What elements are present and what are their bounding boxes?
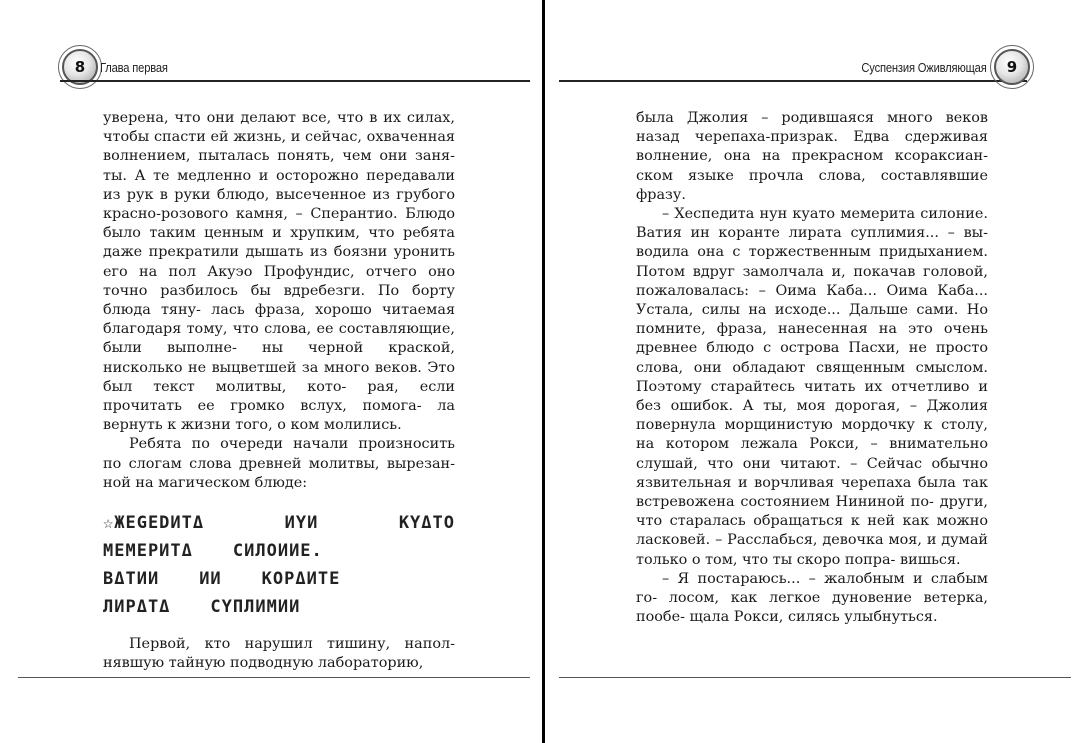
- running-head-chapter: Глава первая: [100, 60, 168, 75]
- running-head-section: Суспензия Оживляющая: [861, 60, 987, 75]
- left-page: [0, 0, 542, 743]
- footer-rule: [559, 677, 1071, 678]
- paragraph: Первой, кто нарушил тишину, напол- нявшую тайную подводную лабораторию,: [103, 636, 455, 672]
- inscription-line: ΒΔTИИ ИИ KOΡΔИTE: [103, 569, 341, 590]
- right-body-text: [636, 109, 988, 627]
- right-page: [545, 0, 1087, 743]
- footer-rule: [18, 677, 530, 678]
- header-rule: [60, 80, 530, 82]
- inscription-line: ЛИΡΔTΔ CYΠЛИMИИ: [103, 597, 301, 618]
- left-body-text: [103, 109, 455, 673]
- paragraph: уверена, что они делают все, что в их силах, чтобы спасти ей жизнь, и сейчас, охваченная волнением, пыталась понять, чем они заня- ты. А те медленно и осторожно передавали из рук в руки блюдо, высеченное из грубого красно-розового камня, – Сперантио. Блюдо было таким ценным и хрупким, что ребята даже прекратили дышать из боязни уронить его на пол Акуэо Профундис, отчего оно точно разбилось бы вдребезги. По борту блюда тяну- лась фраза, хорошо читаемая благодаря тому, что слова, ее составляющие, были выполне- ны черной краской, нисколько не выцветшей за много веков. Это был текст молитвы, кото- рая, если прочитать ее громко вслух, помога- ла вернуть к жизни того, о ком молились.: [103, 110, 456, 434]
- paragraph: была Джолия – родившаяся много веков назад черепаха-призрак. Едва сдерживая волнение, она на прекрасном ксораксиан- ском языке прочла слова, составлявшие фразу.: [636, 110, 988, 203]
- paragraph: – Я постараюсь... – жалобным и слабым го- лосом, как легкое дуновение ветерка, пообе- щала Рокси, силясь улыбнуться.: [636, 570, 989, 626]
- page-number: 9: [994, 49, 1030, 85]
- inscription-line: MEMEΡИTΔ CИЛOИИE.: [103, 541, 323, 562]
- header-rule: [559, 80, 1027, 82]
- inscription-line: ☆ЖEGEDИТΔ ИYИ KYΔTO: [103, 513, 455, 534]
- paragraph: Ребята по очереди начали произносить по слогам слова древней молитвы, вырезан- ной на магическом блюде:: [103, 436, 455, 491]
- paragraph: – Хеспедита нун куато мемерита силоние. Ватия ин коранте лирата суплимия... – вы- водила она с торжественным придыханием. Потом вдруг замолчала и, покачав головой, пожаловалась: – Оима Каба... Оима Каба... Устала, силы на исходе... Дальше сами. Но помните, фраза, нанесенная на это очень древнее блюдо с острова Пасхи, не просто слова, они обладают священным смыслом. Поэтому старайтесь читать их отчетливо и без ошибок. А ты, моя дорогая, – Джолия повернула морщинистую мордочку к столу, на котором лежала Рокси, – внимательно слушай, что они читают. – Сейчас обычно язвительная и ворчливая черепаха была так встревожена состоянием Нининой по- други, что старалась обращаться к ней как можно ласковей. – Расслабься, девочка моя, и думай только о том, что ты скоро попра- вишься.: [636, 206, 989, 568]
- magic-inscription: [103, 509, 455, 621]
- page-number: 8: [62, 49, 98, 85]
